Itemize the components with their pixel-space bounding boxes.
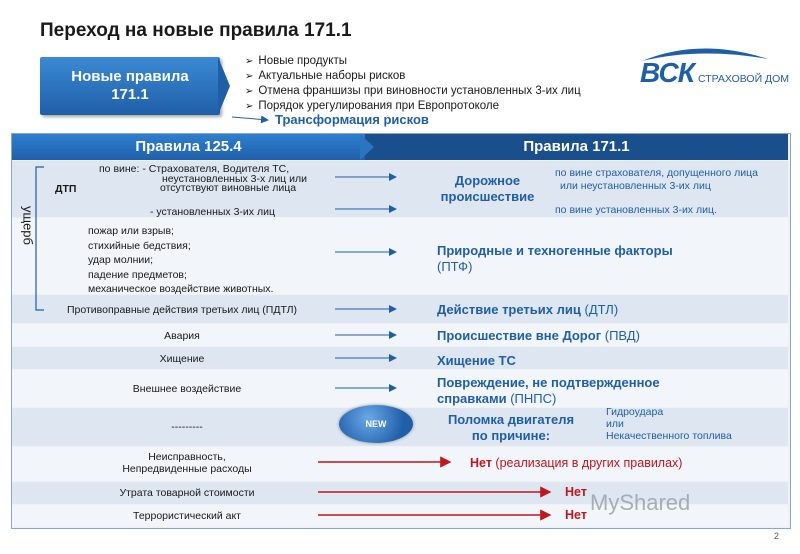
badge-line1: Новые правила [71, 68, 189, 85]
pvd-abbr: (ПВД) [604, 328, 640, 343]
pvd-title-text: Происшествие вне Дорог [437, 328, 602, 343]
uts-label: Утрата товарной стоимости [119, 487, 255, 499]
damage-label: ущерб [20, 206, 36, 245]
malfunction-note: (реализация в других правилах) [495, 456, 683, 470]
bullet-item: ➢ Отмена франшизы при виновности установленных 3-их лиц [245, 84, 581, 99]
header-right: Правила 171.1 [365, 134, 788, 160]
malfunction-label [12, 451, 362, 475]
engine-left-dash: --------- [171, 421, 203, 433]
pdtl-label: Противоправные действия третьих лиц (ПДТЛ) [66, 304, 298, 316]
logo-subtitle: СТРАХОВОЙ ДОМ [697, 73, 790, 85]
new-badge: NEW [339, 405, 413, 443]
no-label: Нет [470, 456, 492, 470]
malfunction-line: Непредвиденные расходы [122, 463, 252, 475]
list-item: удар молнии; [88, 254, 154, 266]
list-item: механическое воздействие животных. [88, 283, 274, 295]
uts-no: Нет [565, 485, 587, 499]
road-incident-title: Дорожное происшествие [440, 173, 535, 204]
engine-note: или [606, 418, 624, 430]
engine-note: Некачественного топлива [606, 430, 732, 442]
pnps-abbr: (ПНПС) [510, 391, 557, 406]
engine-note: Гидроудара [606, 406, 664, 418]
theft-label: Хищение [159, 353, 205, 365]
bullet-item: ➢ Новые продукты [245, 54, 581, 69]
road-note: по вине установленных 3-их лиц. [555, 204, 717, 216]
external-label: Внешнее воздействие [132, 383, 242, 395]
natural-title [437, 243, 673, 275]
accident-label: Авария [164, 330, 200, 342]
dtl-abbr: (ДТЛ) [584, 302, 619, 317]
engine-title [436, 412, 586, 444]
terror-no: Нет [565, 508, 587, 522]
dtl-title-text: Действие третьих лиц [437, 302, 581, 317]
list-item: падение предметов; [88, 268, 187, 281]
dtp-label: ДТП [55, 183, 77, 195]
malfunction-line: Неисправность, [148, 451, 226, 463]
transform-label: Трансформация рисков [275, 112, 429, 127]
pnps-title-text: Повреждение, не подтвержденное [437, 375, 660, 390]
terror-label: Террористический акт [133, 510, 241, 522]
theft-title: Хищение ТС [437, 353, 516, 368]
dtl-title [437, 302, 618, 318]
engine-title-line: Поломка двигателя [447, 412, 575, 427]
pvd-title [437, 328, 640, 344]
dtp-line: отсутствуют виновные лица [160, 182, 297, 194]
logo-brand: ВСК [640, 57, 694, 88]
bullet-item: ➢ Актуальные наборы рисков [245, 69, 581, 84]
natural-list [88, 224, 273, 297]
natural-title-text: Природные и техногенные факторы [437, 243, 673, 258]
dtp-line: неустановленных 3-х лиц или [162, 173, 307, 185]
list-item: пожар или взрыв; [88, 225, 174, 237]
dtp-line: по вине: - Страхователя, Водителя ТС, [99, 163, 290, 175]
engine-title-line: по причине: [471, 428, 551, 443]
header-left: Правила 125.4 [12, 134, 365, 160]
bullet-item: ➢ Порядок урегулирования при Европротоколе [245, 99, 581, 114]
badge-line2: 171.1 [111, 86, 149, 103]
engine-notes [606, 406, 732, 442]
pnps-title-text2: справками [437, 391, 507, 406]
road-note: по вине страхователя, допущенного лица [555, 167, 758, 179]
road-note: или неустановленных 3-их лиц [560, 180, 711, 192]
pnps-title [437, 375, 660, 407]
dtp-line: - установленных 3-их лиц [150, 206, 275, 218]
watermark: MyShared [590, 490, 691, 515]
page-number: 2 [774, 531, 780, 541]
page-title: Переход на новые правила 171.1 [40, 20, 352, 41]
malfunction-no [470, 456, 682, 470]
natural-abbr: (ПТФ) [437, 259, 473, 274]
list-item: стихийные бедствия; [88, 239, 191, 252]
